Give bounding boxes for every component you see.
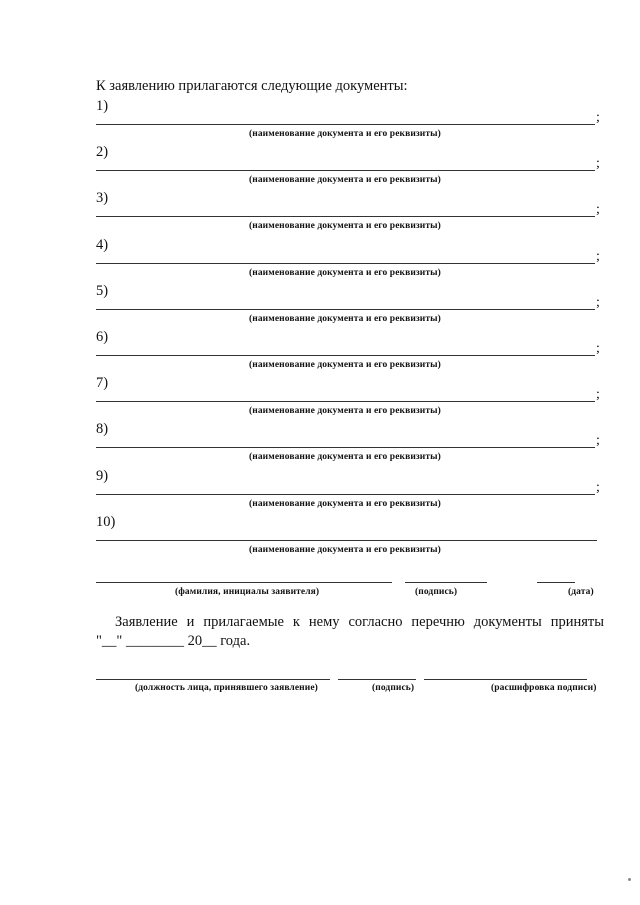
- item-fill-line: [96, 447, 595, 448]
- item-number: 4): [96, 236, 109, 253]
- item-semicolon: ;: [596, 110, 600, 125]
- item-fill-line: [96, 540, 597, 541]
- item-fill-line: [96, 263, 595, 264]
- item-caption: (наименование документа и его реквизиты): [249, 498, 441, 509]
- item-caption: (наименование документа и его реквизиты): [249, 267, 441, 278]
- decoding-line: [424, 679, 587, 680]
- position-line: [96, 679, 330, 680]
- item-number: 10): [96, 513, 116, 530]
- item-number: 8): [96, 421, 109, 438]
- item-semicolon: ;: [596, 156, 600, 172]
- item-number: 5): [96, 282, 109, 299]
- item-semicolon: ;: [596, 341, 600, 356]
- item-number: 6): [96, 329, 109, 345]
- applicant-name-caption: (фамилия, инициалы заявителя): [175, 587, 320, 597]
- applicant-signature-caption: (подпись): [415, 587, 458, 597]
- item-fill-line: [96, 494, 595, 495]
- item-semicolon: ;: [596, 479, 600, 495]
- acceptance-date: "__" ________ 20__ года.: [96, 633, 251, 649]
- item-caption: (наименование документа и его реквизиты): [249, 129, 441, 139]
- item-number: 7): [96, 375, 109, 392]
- item-fill-line: [96, 309, 595, 310]
- item-caption: (наименование документа и его реквизиты): [249, 360, 441, 370]
- applicant-name-line: [96, 582, 392, 583]
- applicant-date-line: [537, 582, 575, 583]
- item-number: 2): [96, 144, 109, 161]
- item-number: 3): [96, 190, 109, 207]
- decoding-caption: (расшифровка подписи): [491, 683, 597, 693]
- item-number: 1): [96, 98, 109, 114]
- item-fill-line: [96, 170, 595, 171]
- item-semicolon: ;: [596, 387, 600, 403]
- position-caption: (должность лица, принявшего заявление): [135, 683, 318, 693]
- item-fill-line: [96, 124, 595, 125]
- item-caption: (наименование документа и его реквизиты): [249, 406, 441, 417]
- scan-speck: [628, 878, 631, 881]
- item-caption: (наименование документа и его реквизиты): [249, 175, 441, 186]
- item-caption: (наименование документа и его реквизиты): [249, 544, 441, 555]
- item-fill-line: [96, 355, 595, 356]
- applicant-date-caption: (дата): [568, 587, 594, 597]
- item-semicolon: ;: [596, 433, 600, 449]
- item-fill-line: [96, 216, 595, 217]
- item-number: 9): [96, 467, 109, 484]
- applicant-signature-line: [405, 582, 487, 583]
- acceptor-signature-line: [338, 679, 416, 680]
- acceptance-text: Заявление и прилагаемые к нему согласно перечню документы приняты: [115, 614, 604, 630]
- item-caption: (наименование документа и его реквизиты): [249, 313, 441, 324]
- page-heading: К заявлению прилагаются следующие документы:: [96, 78, 408, 94]
- item-caption: (наименование документа и его реквизиты): [249, 221, 441, 232]
- item-caption: (наименование документа и его реквизиты): [249, 452, 441, 463]
- item-semicolon: ;: [596, 294, 600, 310]
- acceptor-signature-caption: (подпись): [372, 683, 415, 693]
- item-semicolon: ;: [596, 202, 600, 218]
- item-fill-line: [96, 401, 595, 402]
- item-semicolon: ;: [596, 248, 600, 264]
